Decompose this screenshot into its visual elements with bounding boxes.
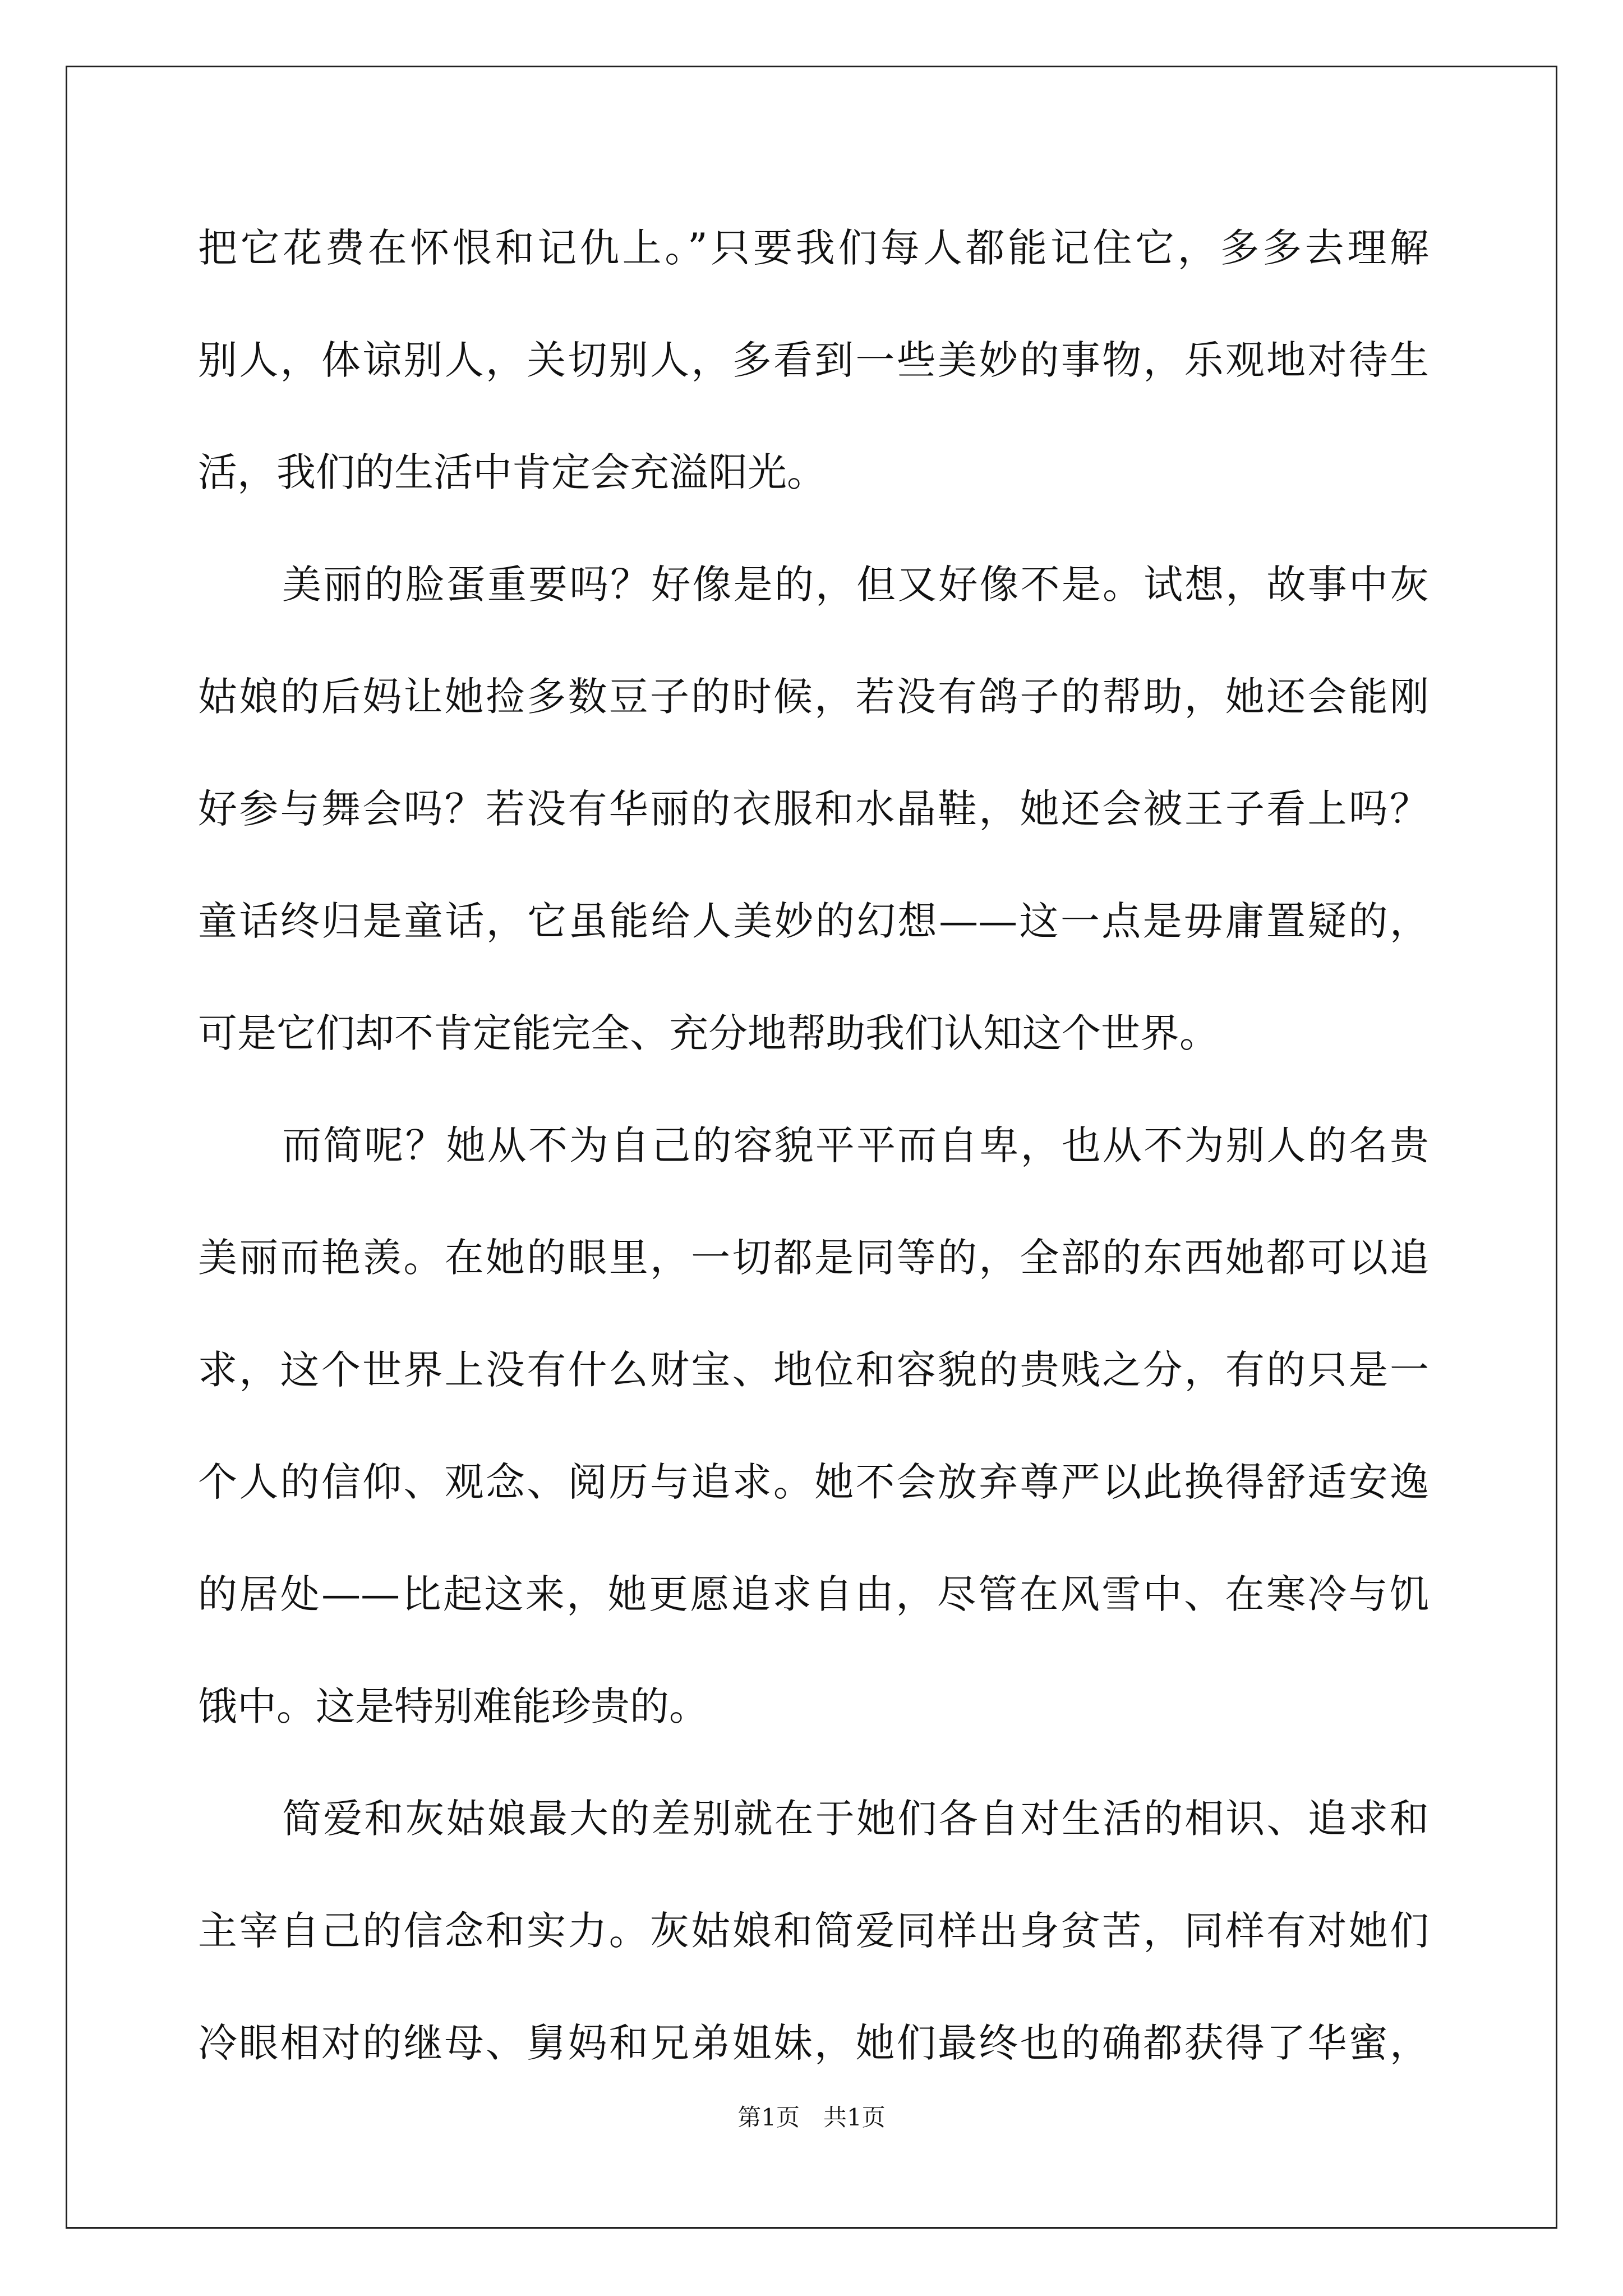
text-line: 活，我们的生活中肯定会充溢阳光。	[198, 449, 826, 495]
paragraph-first-line: 美丽的脸蛋重要吗？好像是的，但又好像不是。试想，故事中灰	[282, 562, 1429, 608]
text-line: 姑娘的后妈让她捡多数豆子的时候，若没有鸽子的帮助，她还会能刚	[198, 674, 1429, 720]
page-footer: 第1页 共1页	[737, 2104, 886, 2131]
text-line: 别人，体谅别人，关切别人，多看到一些美妙的事物，乐观地对待生	[198, 337, 1429, 383]
text-line: 好参与舞会吗？若没有华丽的衣服和水晶鞋，她还会被王子看上吗？	[198, 786, 1429, 832]
text-line: 求，这个世界上没有什么财宝、地位和容貌的贵贱之分，有的只是一	[198, 1347, 1429, 1393]
text-line: 主宰自己的信念和实力。灰姑娘和简爱同样出身贫苦，同样有对她们	[198, 1908, 1429, 1954]
text-line: 童话终归是童话，它虽能给人美妙的幻想——这一点是毋庸置疑的，	[198, 898, 1429, 944]
text-line: 冷眼相对的继母、舅妈和兄弟姐妹，她们最终也的确都获得了华蜜，	[198, 2020, 1429, 2066]
text-line: 个人的信仰、观念、阅历与追求。她不会放弃尊严以此换得舒适安逸	[198, 1459, 1429, 1505]
text-line: 饿中。这是特别难能珍贵的。	[198, 1683, 708, 1729]
paragraph-first-line: 而简呢？她从不为自己的容貌平平而自卑，也从不为别人的名贵	[282, 1122, 1429, 1168]
text-line: 的居处——比起这来，她更愿追求自由，尽管在风雪中、在寒冷与饥	[198, 1571, 1429, 1617]
paragraph-first-line: 简爱和灰姑娘最大的差别就在于她们各自对生活的相识、追求和	[282, 1796, 1429, 1842]
text-line: 美丽而艳羡。在她的眼里，一切都是同等的，全部的东西她都可以追	[198, 1235, 1429, 1281]
text-line: 可是它们却不肯定能完全、充分地帮助我们认知这个世界。	[198, 1010, 1219, 1056]
text-line: 把它花费在怀恨和记仇上。”只要我们每人都能记住它，多多去理解	[198, 225, 1429, 271]
